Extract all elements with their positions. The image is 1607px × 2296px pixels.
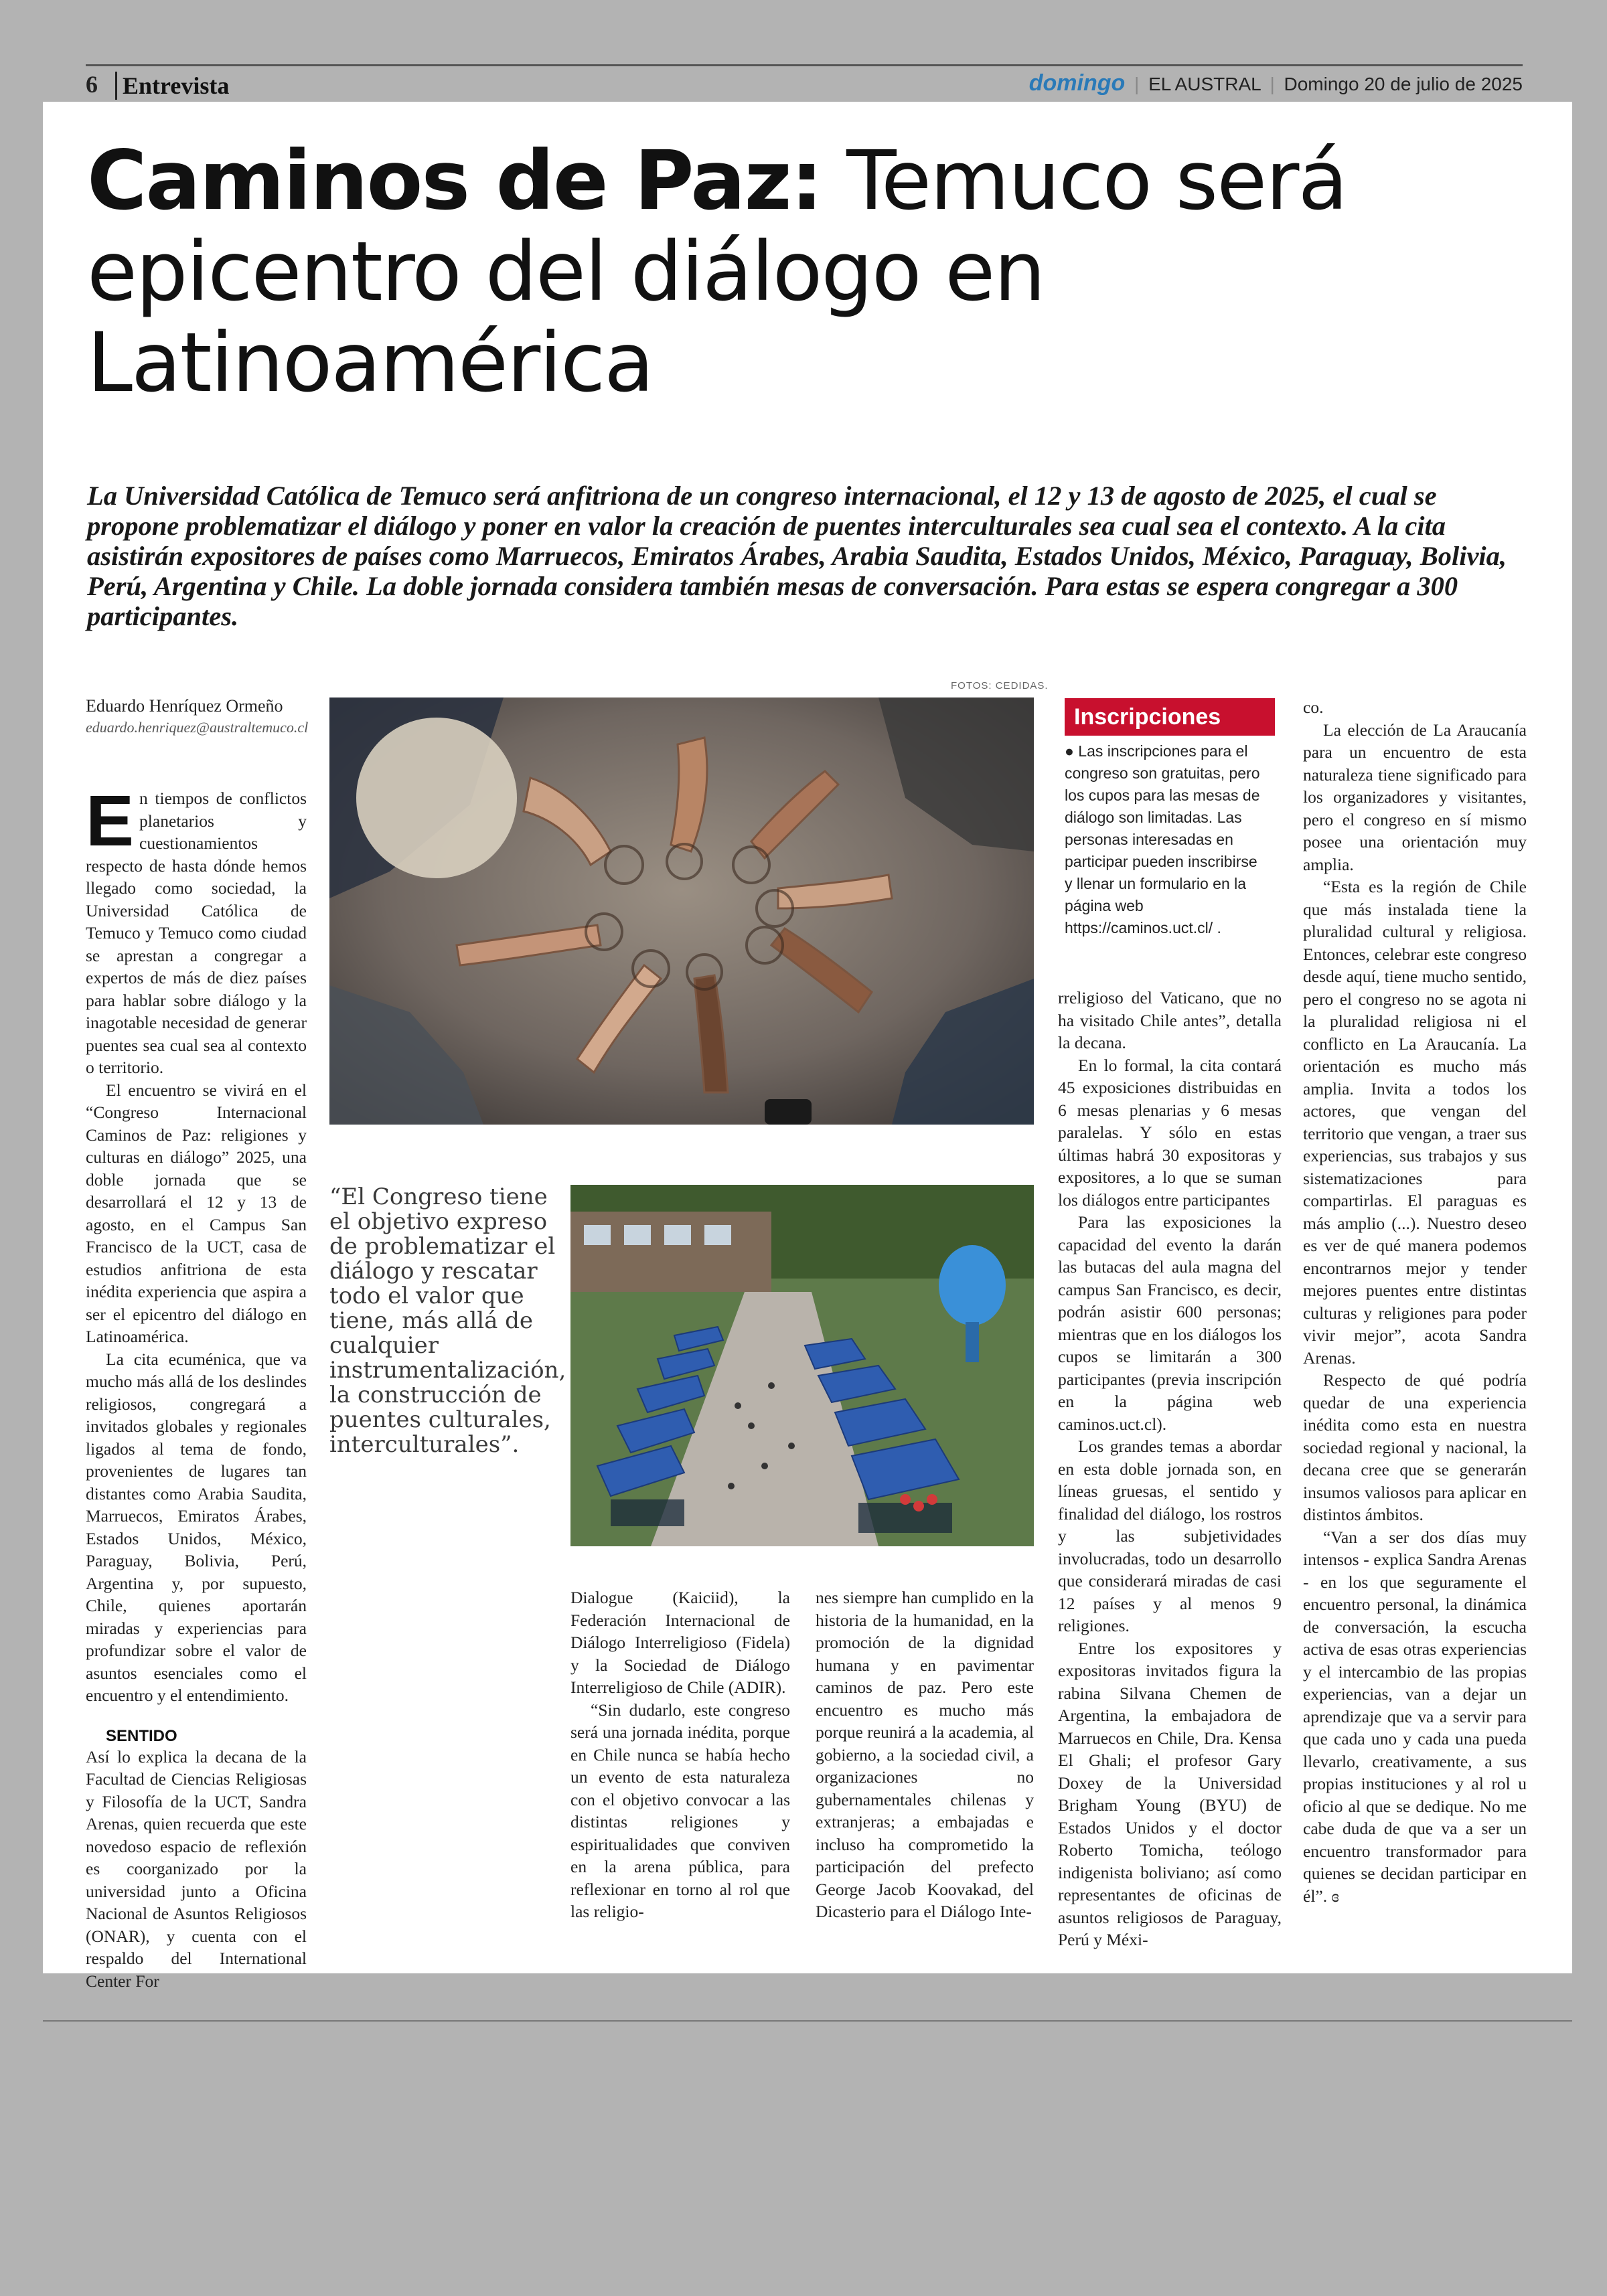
paragraph: Para las exposiciones la capacidad del evento la darán las butacas del aula magna del campus San Francisco, es decir, podrán asistir 600 personas; mientras que en los diálogos los cupos se limitarán a 300 participantes (previa inscripción en la página web caminos.uct.cl).: [1058, 1212, 1282, 1434]
photo-credit: FOTOS: CEDIDAS.: [951, 680, 1049, 691]
paragraph: co.: [1303, 698, 1324, 717]
paragraph: [1303, 1526, 1527, 1908]
footer-rule: [43, 2020, 1572, 2022]
paragraph: nes siempre han cumplido en la historia de la humanidad, en la promoción de la dignidad humana y en pavimentar caminos de paz. Pero este encuentro es mucho más porque reunirá a la academia, al gobierno, a la sociedad civil, a organizaciones no gubernamentales chilenas y extranjeras; a embajadas e incluso ha comprometido la participación del prefecto George Jacob Koovakad, del Dicasterio para el Diálogo Inte-: [816, 1588, 1034, 1921]
paragraph: “Sin dudarlo, este congreso será una jornada inédita, porque en Chile nunca se había hecho un evento de esta naturaleza con el objetivo convocar a las distintas religiones y espiritualidades que conviven en la arena pública, para reflexionar en torno al rol que las religio-: [570, 1700, 790, 1921]
lede: La Universidad Católica de Temuco será anfitriona de un congreso internacional, el 12 y 13 de agosto de 2025, el cual se propone problematizar el diálogo y poner en valor la creación de puentes interculturales sea cual sea el contexto. A la cita asistirán expositores de países como Marruecos, Emiratos Árabes, Arabia Saudita, Estados Unidos, México, Paraguay, Bolivia, Perú, Argentina y Chile. La doble jornada considera también mesas de conversación. Para estas se espera congregar a 300 participantes.: [87, 481, 1507, 631]
headline-rest: Temuco será epicentro del diálogo en Latinoamérica: [87, 133, 1347, 410]
paragraph: “Esta es la región de Chile que más instalada tiene la pluralidad cultural y religiosa. Entonces, celebrar este congreso desde aquí, tiene mucho sentido, pero el congreso no se agota ni la pluralidad religiosa ni el conflicto en La Araucanía. La orientación es mucho más amplia. Invita a todos los actores, que vengan del territorio que vengan, a traer sus experiencias, sus trabajos y sus sistematizaciones para compartirlas. El paraguas es más amplio (...). Nuestro deseo es ver de qué manera podemos encontrarnos mejor y tender mejores puentes entre distintas culturas y religiones para poder vivir mejor”, acota Sandra Arenas.: [1303, 877, 1527, 1368]
newspaper-name: EL AUSTRAL: [1148, 74, 1261, 94]
paragraph: Entre los expositores y expositoras invitados figura la rabina Silvana Chemen de Argentina, la embajadora de Marruecos en Chile, Dra. Kensa El Ghali; el profesor Gary Doxey de la Universidad Brigham Young (BYU) de Estados Unidos y el doctor Roberto Tomicha, teólogo indigenista boliviano; así como representantes de oficinas de asuntos religiosos de Paraguay, Perú y Méxi-: [1058, 1638, 1282, 1949]
inscripciones-box-body: [1065, 740, 1266, 939]
subhead: SENTIDO: [106, 1726, 177, 1745]
headline: [87, 135, 1359, 408]
hands-circle-illustration: [329, 698, 1034, 1125]
column-1: [86, 780, 307, 1992]
paragraph: En lo formal, la cita contará 45 exposiciones distribuidas en 6 mesas plenarias y 6 mesas paralelas. Y sólo en estas últimas habrá 30 expositoras y expositores, a lo que se suman los diálogos entre participantes: [1058, 1055, 1282, 1210]
inscripciones-box-title: Inscripciones: [1065, 698, 1275, 736]
paragraph: Dialogue (Kaiciid), la Federación Internacional de Diálogo Interreligioso (Fidela) y la Sociedad de Diálogo Interreligioso de Chile (ADIR).: [570, 1588, 790, 1697]
column-5: [1303, 696, 1527, 1907]
paragraph-text: n tiempos de conflictos planetarios y cuestionamientos respecto de hasta dónde hemos llegado como sociedad, la Universidad Católica de Temuco y Temuco como ciudad se aprestan a congregar a expertos de más de diez países para hablar sobre diálogo y la inagotable necesidad de generar puentes sea cual sea al contexto o territorio.: [86, 789, 307, 1077]
pull-quote: “El Congreso tiene el objetivo expreso de problematizar el diálogo y rescatar todo el valor que tiene, más allá de cualquier instrumentalización, la construcción de puentes culturales, interculturales”.: [329, 1183, 566, 1458]
column-2: [570, 1586, 790, 1923]
paragraph: rreligioso del Vaticano, que no ha visitado Chile antes”, detalla la decana.: [1058, 988, 1282, 1052]
page-number: 6: [86, 71, 98, 98]
masthead: [1029, 70, 1523, 96]
byline: [86, 696, 320, 736]
paragraph: La elección de La Araucanía para un encuentro de esta naturaleza tiene significado para los organizadores y visitantes, pero el congreso en sí mismo posee una orientación muy amplia.: [1303, 720, 1527, 874]
campus-fair-photo: [570, 1185, 1034, 1546]
author-email[interactable]: eduardo.henriquez@australtemuco.cl: [86, 719, 309, 736]
author-name: Eduardo Henríquez Ormeño: [86, 696, 283, 716]
paragraph: El encuentro se vivirá en el “Congreso Internacional Caminos de Paz: religiones y culturas en diálogo” 2025, una doble jornada que se desarrollará el 12 y 13 de agosto, en el Campus San Francisco de la UCT, casa de estudios anfitriona de esta inédita experiencia que aspira a ser el epicentro del diálogo en Latinoamérica.: [86, 1080, 307, 1346]
section-name: Entrevista: [115, 72, 229, 100]
paragraph: Los grandes temas a abordar en esta doble jornada son, en líneas gruesas, el sentido y finalidad del diálogo, los rostros y las subjetividades involucradas, todo un desarrollo que considerará miradas de casi 12 países y al menos 9 religiones.: [1058, 1437, 1282, 1635]
paragraph: La cita ecuménica, que va mucho más allá de los deslindes religiosos, congregará a invitados globales y regionales ligados al tema de fondo, provenientes de lugares tan distantes como Arabia Saudita, Marruecos, Emiratos Árabes, Estados Unidos, México, Paraguay, Bolivia, Perú, Argentina y, por supuesto, Chile, quienes aportarán miradas y experiencias para profundizar sobre el valor de asuntos esenciales como el encuentro y el entendimiento.: [86, 1349, 307, 1705]
drop-cap: E: [86, 780, 135, 861]
paragraph: Respecto de qué podría quedar de una experiencia inédita como esta en nuestra sociedad regional y nacional, la decana cree que se generarán insumos valiosos para aplicar en distintos ámbitos.: [1303, 1370, 1527, 1524]
hands-circle-photo: [329, 698, 1034, 1125]
column-4: [1058, 987, 1282, 1951]
paragraph: [86, 780, 307, 1079]
page-header: [86, 64, 1523, 101]
column-3: [816, 1586, 1034, 1923]
brand-logo: domingo: [1028, 70, 1126, 96]
paragraph-text: “Van a ser dos días muy intensos - explica Sandra Arenas - en los que seguramente el encuentro personal, la dinámica de conversación, la escucha activa de esas otras experiencias y el intercambio de las propias experiencias, van a dejar un aprendizaje que va a servir para que cada uno y cada una pueda llevarlo, creativamente, a sus propias instituciones y al rol u oficio al que se dedique. No me cabe duda de que va a ser un encuentro transformador para quienes se decidan participar en él”.: [1303, 1527, 1527, 1906]
headline-bold: Caminos de Paz:: [87, 133, 822, 228]
end-mark-icon: ɞ: [1331, 1886, 1339, 1906]
masthead-separator: |: [1134, 74, 1140, 94]
inscripciones-text: Las inscripciones para el congreso son gratuitas, pero los cupos para las mesas de diálogo son limitadas. Las personas interesadas en participar pueden inscribirse y llenar un formulario en la página web https://caminos.uct.cl/ .: [1065, 742, 1260, 936]
bullet-icon: ●: [1065, 742, 1074, 760]
publication-date: Domingo 20 de julio de 2025: [1284, 74, 1523, 94]
campus-fair-illustration: [570, 1185, 1034, 1546]
masthead-separator: |: [1270, 74, 1275, 94]
paragraph: Así lo explica la decana de la Facultad de Ciencias Religiosas y Filosofía de la UCT, Sandra Arenas, quien recuerda que este novedoso espacio de reflexión es coorganizado por la universidad junto a Oficina Nacional de Asuntos Religiosos (ONAR), y cuenta con el respaldo del International Center For: [86, 1746, 307, 1991]
